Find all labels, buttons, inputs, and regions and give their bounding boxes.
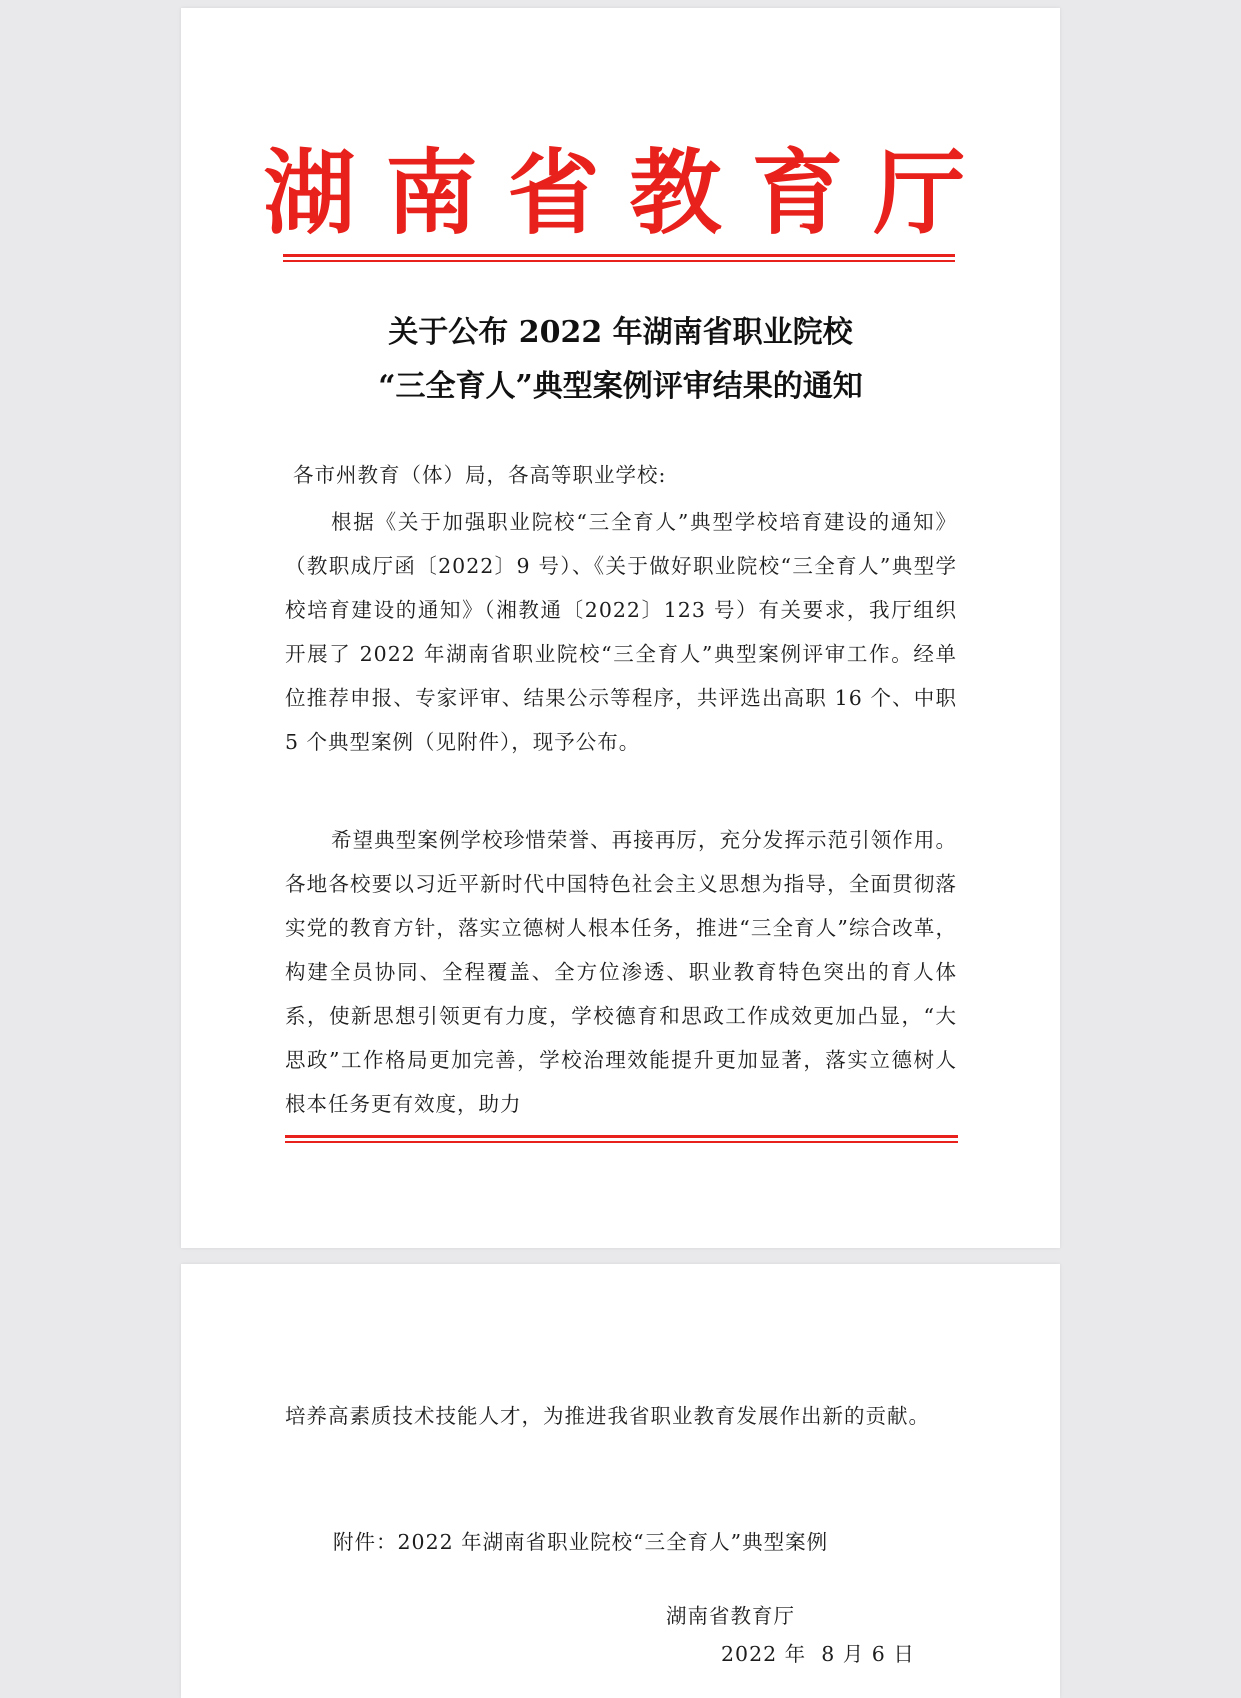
letterhead-divider-thin [283, 260, 955, 262]
document-page-1 [181, 8, 1060, 1248]
body-paragraph-2-part-1: 希望典型案例学校珍惜荣誉、再接再厉，充分发挥示范引领作用。各地各校要以习近平新时代中国特色社会主义思想为指导，全面贯彻落实党的教育方针，落实立德树人根本任务，推进“三全育人”综合改革，构建全员协同、全程覆盖、全方位渗透、职业教育特色突出的育人体系，使新思想引领更有力度，学校德育和思政工作成效更加凸显，“大思政”工作格局更加完善，学校治理效能提升更加显著，落实立德树人根本任务更有效度，助力 [285, 828, 957, 1116]
salutation: 各市州教育（体）局，各高等职业学校: [293, 463, 667, 487]
notice-title-line-2: “三全育人”典型案例评审结果的通知 [378, 369, 863, 404]
attachment-note: 附件：2022 年湖南省职业院校“三全育人”典型案例 [333, 1530, 829, 1554]
notice-title-line-1: 关于公布 2022 年湖南省职业院校 [388, 315, 853, 350]
issue-date: 2022 年 8 月 6 日 [721, 1642, 915, 1666]
page-footer-divider-thick [285, 1135, 958, 1138]
issuer-name: 湖南省教育厅 [666, 1604, 795, 1628]
document-page-2 [181, 1264, 1060, 1698]
body-paragraph-2-part-2: 培养高素质技术技能人才，为推进我省职业教育发展作出新的贡献。 [285, 1404, 930, 1428]
letterhead-title: 湖南省教育厅 [263, 139, 996, 247]
page-footer-divider-thin [285, 1141, 958, 1143]
letterhead-divider-thick [283, 254, 955, 257]
body-paragraph-1: 根据《关于加强职业院校“三全育人”典型学校培育建设的通知》（教职成厅函〔2022〕9 号）、《关于做好职业院校“三全育人”典型学校培育建设的通知》（湘教通〔2022〕123 号）有关要求，我厅组织开展了 2022 年湖南省职业院校“三全育人”典型案例评审工作。经单位推荐申报、专家评审、结果公示等程序，共评选出高职 16 个、中职 5 个典型案例（见附件），现予公布。 [285, 510, 957, 754]
